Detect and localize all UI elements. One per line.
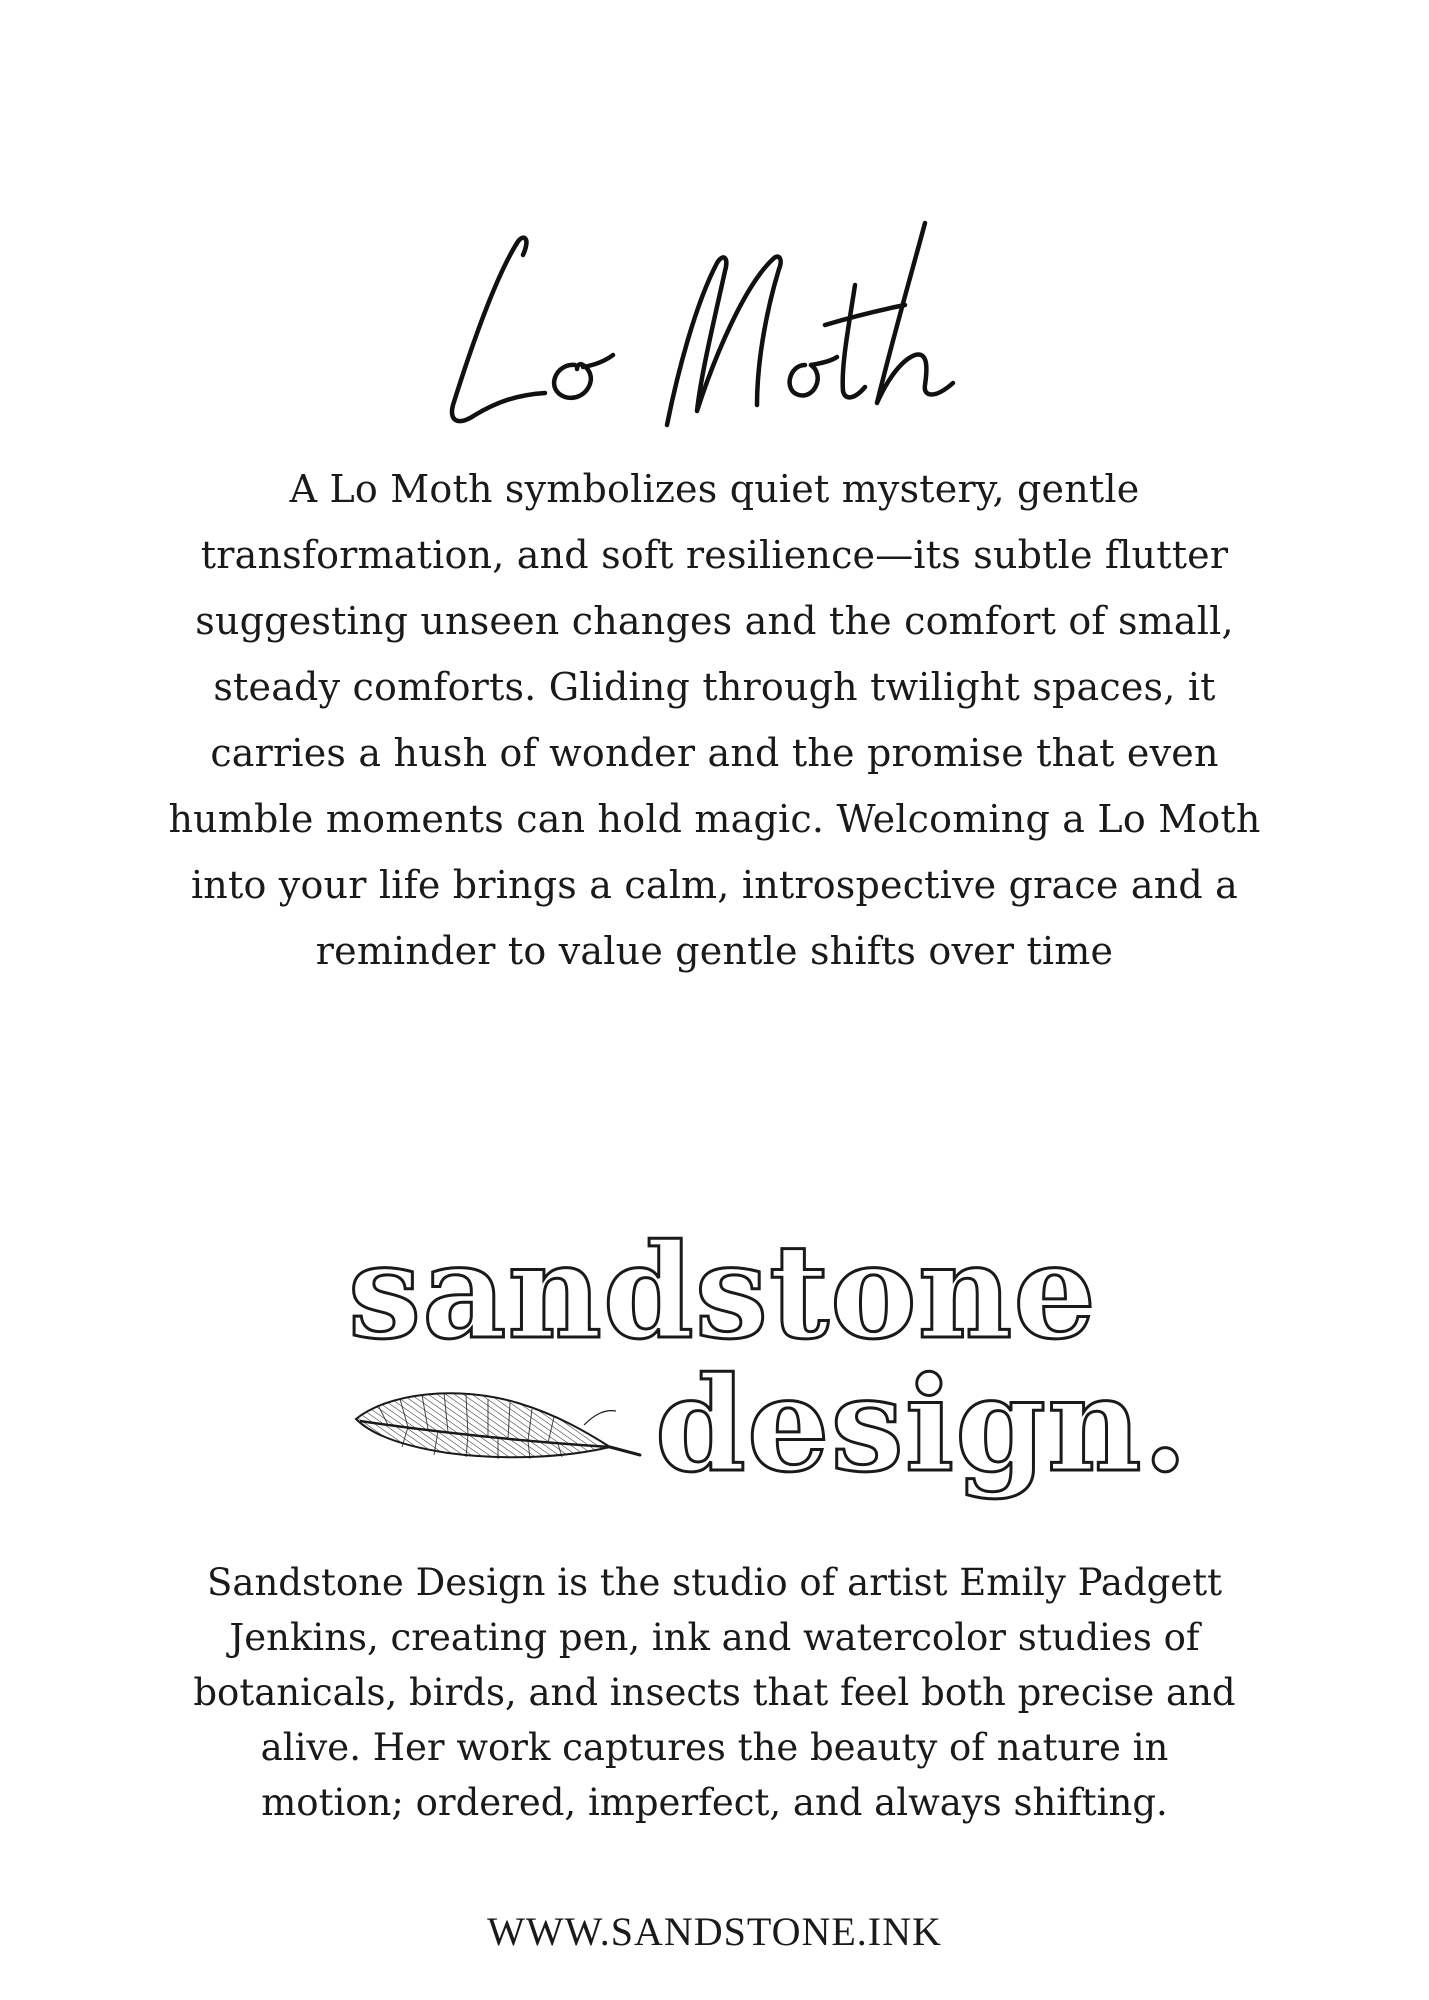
sandstone-design-logo: [340, 1215, 1189, 1525]
description-text: A Lo Moth symbolizes quiet mystery, gentle transformation, and soft resilience—its subtle flutter suggesting unseen changes and the comfort of small, steady comforts. Gliding through twilight spaces, it carries a hush of wonder and the promise that even humble moments can hold magic. Welcoming a Lo Moth into your life brings a calm, introspective grace and a reminder to value gentle shifts over time: [168, 467, 1261, 973]
title-script-lettering: [405, 215, 1025, 445]
feather-icon: [348, 1375, 648, 1485]
logo-line-1: sandstone: [348, 1215, 1098, 1368]
page-title: [0, 215, 1429, 445]
website-link[interactable]: WWW.SANDSTONE.INK: [487, 1909, 942, 1954]
logo-line-2: design.: [655, 1348, 1189, 1501]
about-text: Sandstone Design is the studio of artist Emily Padgett Jenkins, creating pen, ink and watercolor studies of botanicals, birds, and insects that feel both precise and alive. Her work captures the beauty of nature in motion; ordered, imperfect, and always shifting.: [193, 1561, 1236, 1824]
